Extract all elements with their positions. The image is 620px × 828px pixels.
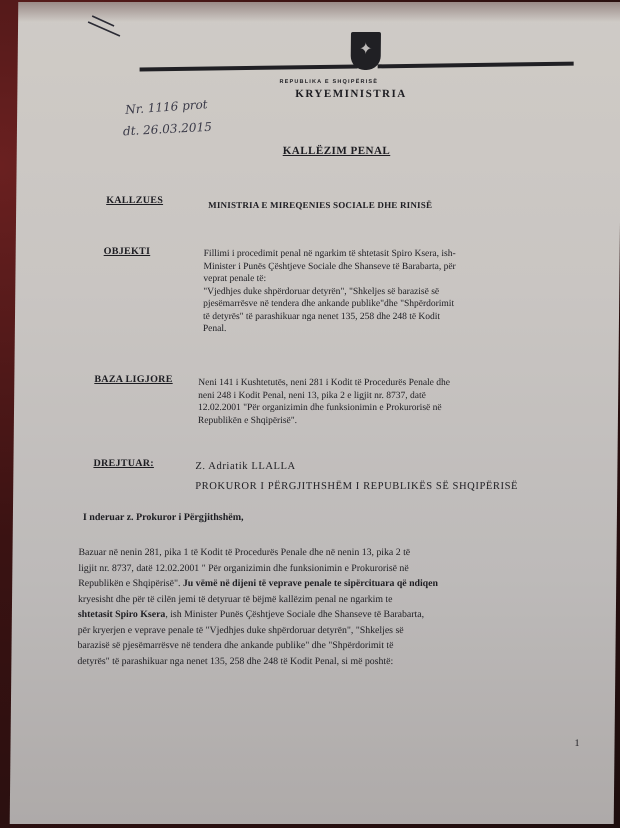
- emblem-icon: ✦: [351, 32, 381, 70]
- paragraph-line: Bazuar në nenin 281, pika 1 të Kodit të Procedurës Penale dhe në nenin 13, pika 2 të: [78, 547, 411, 558]
- objekti-line: "Vjedhjes duke shpërdoruar detyrën", "Shkeljes së barazisë së: [203, 286, 440, 297]
- objekti-label: OBJEKTI: [103, 246, 151, 257]
- kallzues-label: KALLZUES: [106, 195, 164, 206]
- kallzues-value: MINISTRIA E MIREQENIES SOCIALE DHE RINISË: [208, 200, 433, 210]
- paragraph-text: Republikën e Shqipërisë".: [78, 578, 181, 589]
- objekti-line: Fillimi i procedimit penal në ngarkim të shtetasit Spiro Ksera, ish-: [203, 249, 456, 259]
- paragraph-bold-text: Ju vëmë në dijeni të veprave penale te sipërcituara që ndiqen: [180, 578, 439, 589]
- header-rule-right: [378, 62, 574, 69]
- objekti-line: pjesëmarrësve në tendera dhe ankande publike"dhe "Shpërdorimit: [203, 299, 455, 309]
- baza-line: Neni 141 i Kushtetutës, neni 281 i Kodit të Procedurës Penale dhe: [198, 378, 451, 388]
- office-title: KRYEMINISTRIA: [295, 88, 407, 100]
- paragraph-line: barazisë së pjesëmarrësve në tendera dhe ankande publike" dhe "Shpërdorimit të: [77, 640, 394, 651]
- objekti-line: të detyrës" të parashikuar nga nenet 135, 258 dhe 248 të Kodit: [202, 311, 441, 322]
- header-rule-left: [140, 64, 358, 71]
- paragraph-line: [78, 576, 603, 592]
- paragraph-line: për kryerjen e veprave penale të "Vjedhjes duke shpërdoruar detyrën", "Shkeljes së: [77, 624, 404, 636]
- paragraph-bold-text: shtetasit: [77, 609, 116, 620]
- baza-line: neni 248 i Kodit Penal, neni 13, pika 2 e ligjit nr. 8737, datë: [198, 390, 426, 401]
- baza-ligjore-label: BAZA LIGJORE: [94, 374, 173, 385]
- paragraph-line: kryesisht dhe për të cilën jemi të detyruar të bëjmë kallëzim penal ne ngarkim te: [77, 593, 393, 605]
- paragraph-text: , ish Minister Punës Çështjeve Sociale dhe Shanseve të Barabarta,: [165, 609, 425, 620]
- page-number: 1: [574, 738, 580, 749]
- baza-line: 12.02.2001 "Për organizimin dhe funksionimin e Prokurorisë në: [198, 403, 442, 413]
- pen-mark-icon: [86, 14, 126, 38]
- salutation: I nderuar z. Prokuror i Përgjithshëm,: [82, 512, 244, 523]
- objekti-line: Penal.: [202, 324, 227, 334]
- baza-ligjore-text: [198, 377, 594, 427]
- handwritten-protocol: Nr. 1116 prot: [124, 97, 208, 117]
- recipient-name: Z. Adriatik LLALLA: [195, 461, 296, 472]
- drejtuar-label: DREJTUAR:: [93, 458, 155, 469]
- body-paragraph: [77, 545, 603, 669]
- person-name: Spiro Ksera: [115, 609, 166, 620]
- objekti-line: veprat penale të:: [203, 274, 267, 284]
- document-title: KALLËZIM PENAL: [282, 145, 391, 157]
- paragraph-line: [78, 607, 603, 623]
- baza-line: Republikën e Shqipërisë".: [197, 415, 298, 426]
- objekti-text: [203, 248, 594, 336]
- recipient-title: PROKUROR I PËRGJITHSHËM I REPUBLIKËS SË SHQIPËRISË: [195, 481, 519, 492]
- paragraph-line: ligjit nr. 8737, datë 12.02.2001 " Për organizimin dhe funksionimin e Prokurorisë në: [78, 562, 409, 574]
- document-page: [10, 2, 620, 824]
- republic-text: REPUBLIKA E SHQIPËRISË: [279, 79, 379, 85]
- handwritten-date: dt. 26.03.2015: [122, 119, 213, 139]
- paragraph-line: detyrës" të parashikuar nga nenet 135, 258 dhe 248 të Kodit Penal, si më poshtë:: [77, 655, 394, 667]
- objekti-line: Minister i Punës Çështjeve Sociale dhe Shanseve të Barabarta, për: [203, 261, 456, 272]
